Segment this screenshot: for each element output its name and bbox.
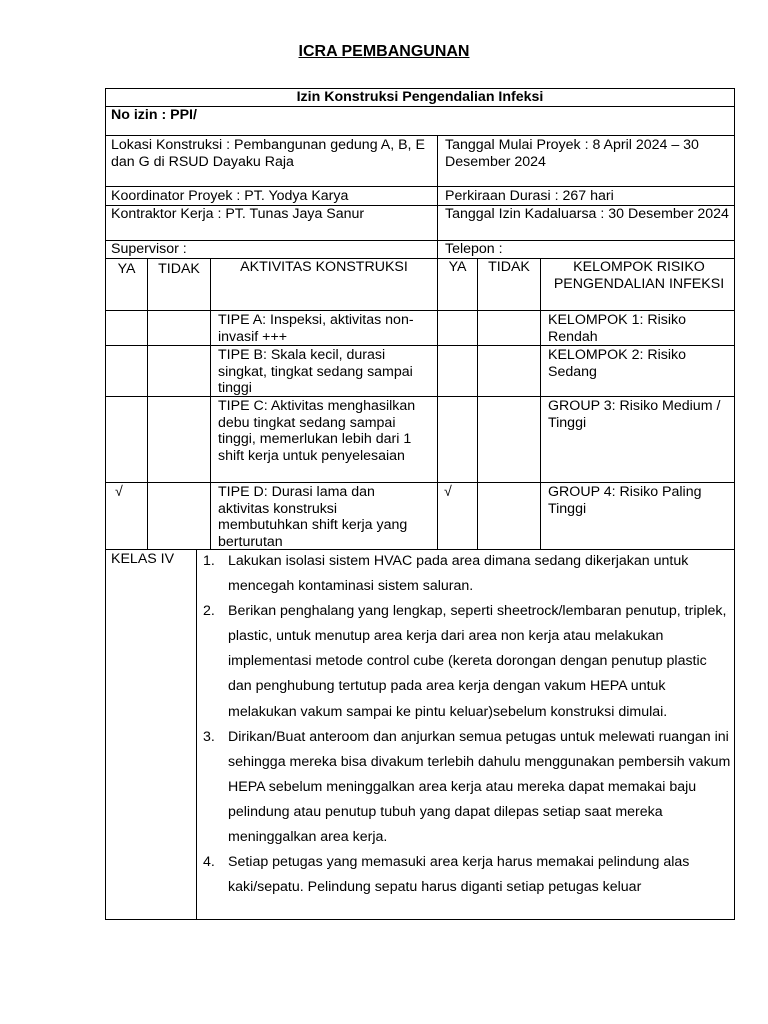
list-item-text: Dirikan/Buat anteroom dan anjurkan semua petugas untuk melewati ruangan ini sehingga mereka bisa divakum terlebih dahulu menggunakan pembersih vakum HEPA sebelum meninggalkan area kerja atau mereka dapat memakai baju pelindung atau penutup tubuh yang dapat dilepas setiap saat mereka meninggalkan area kerja.: [228, 728, 731, 846]
row-3-kelompok: GROUP 3: Risiko Medium / Tinggi: [548, 398, 721, 431]
perkiraan-durasi: Perkiraan Durasi : 267 hari: [445, 188, 614, 204]
list-item-text: Berikan penghalang yang lengkap, seperti sheetrock/lembaran penutup, triplek, plastic, untuk menutup area kerja dari area non kerja atau melakukan implementasi metode control cube (kereta dorongan dengan penutup plastic dan penghubung tertutup pada area kerja dengan vakum HEPA untuk melakukan vakum sampai ke pintu keluar)sebelum konstruksi dimulai.: [228, 603, 727, 720]
row-1-kelompok: KELOMPOK 1: Risiko Rendah: [548, 312, 686, 345]
header-ya-2: YA: [448, 259, 467, 275]
row-4-ya-2-checkmark: √: [444, 484, 452, 500]
tanggal-izin-kadaluarsa: Tanggal Izin Kadaluarsa : 30 Desember 2024: [445, 206, 729, 222]
header-kelompok-risiko: KELOMPOK RISIKO PENGENDALIAN INFEKSI: [553, 259, 725, 292]
list-item: [203, 850, 733, 900]
list-item-number: 1.: [203, 553, 215, 569]
list-item: [203, 599, 733, 724]
form-header: Izin Konstruksi Pengendalian Infeksi: [296, 89, 544, 105]
row-1-aktivitas: TIPE A: Inspeksi, aktivitas non-invasif +++: [218, 312, 414, 345]
kontraktor-kerja: Kontraktor Kerja : PT. Tunas Jaya Sanur: [111, 206, 365, 222]
list-item-number: 3.: [203, 728, 215, 745]
header-ya: YA: [117, 261, 136, 277]
supervisor: Supervisor :: [111, 241, 187, 257]
row-2-aktivitas: TIPE B: Skala kecil, durasi singkat, tingkat sedang sampai tinggi: [218, 347, 413, 397]
header-tidak: TIDAK: [158, 261, 200, 277]
row-3-aktivitas: TIPE C: Aktivitas menghasilkan debu tingkat sedang sampai tinggi, memerlukan lebih dari 1 shift kerja untuk penyelesaian: [218, 398, 416, 464]
row-4-kelompok: GROUP 4: Risiko Paling Tinggi: [548, 484, 702, 517]
kelas-label: KELAS IV: [111, 551, 175, 567]
header-aktivitas: AKTIVITAS KONSTRUKSI: [240, 259, 408, 275]
list-item-text: Setiap petugas yang memasuki area kerja harus memakai pelindung alas kaki/sepatu. Pelindung sepatu harus diganti setiap petugas keluar: [228, 854, 690, 896]
list-item: [203, 549, 733, 599]
list-item-text: Lakukan isolasi sistem HVAC pada area dimana sedang dikerjakan untuk mencegah kontaminasi sistem saluran.: [228, 553, 689, 595]
tanggal-mulai-proyek: Tanggal Mulai Proyek : 8 April 2024 – 30 Desember 2024: [445, 137, 699, 170]
row-4-ya-checkmark: √: [115, 484, 123, 500]
header-tidak-2: TIDAK: [488, 259, 530, 275]
telepon: Telepon :: [445, 241, 503, 257]
kelas-instructions-list: [203, 549, 733, 900]
document-title: [0, 43, 768, 61]
list-item-number: 4.: [203, 854, 215, 871]
row-4-aktivitas: TIPE D: Durasi lama dan aktivitas konstruksi membutuhkan shift kerja yang berturutan: [218, 484, 408, 550]
row-2-kelompok: KELOMPOK 2: Risiko Sedang: [548, 347, 686, 380]
list-item: [203, 725, 733, 850]
document-title-text: ICRA PEMBANGUNAN: [298, 43, 470, 60]
lokasi-konstruksi: Lokasi Konstruksi : Pembangunan gedung A, B, E dan G di RSUD Dayaku Raja: [111, 137, 425, 170]
list-item-number: 2.: [203, 603, 215, 620]
no-izin: No izin : PPI/: [111, 107, 197, 123]
koordinator-proyek: Koordinator Proyek : PT. Yodya Karya: [111, 188, 349, 204]
